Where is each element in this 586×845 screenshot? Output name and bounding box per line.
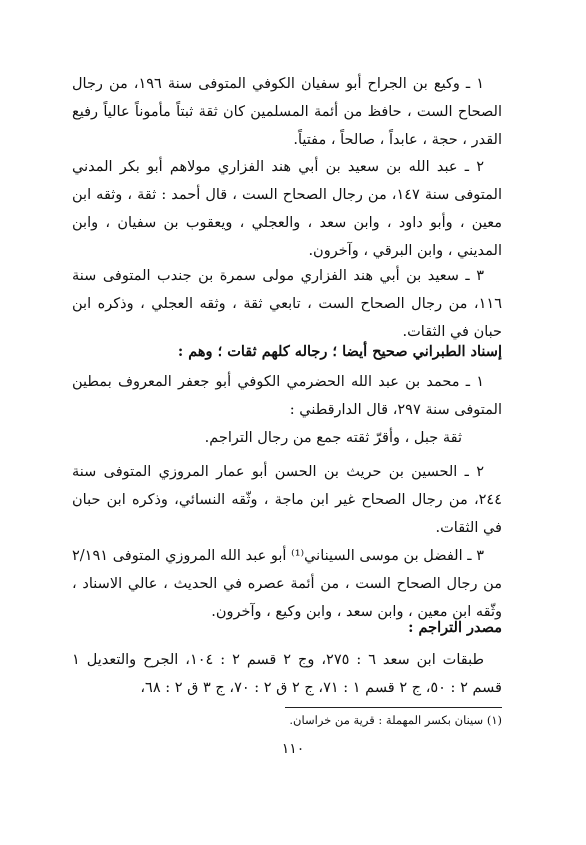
entry-muhammad-al-hadrami-quote: ثقة جبل ، وأقرّ ثقته جمع من رجال التراجم. bbox=[204, 430, 462, 446]
footnote: (١) سينان بكسر المهملة : قرية من خراسان. bbox=[289, 713, 502, 727]
entry-said-ibn-abi-hind: ٣ ـ سعيد بن أبي هند الفزاري مولى سمرة بن جندب المتوفى سنة ١١٦، من رجال الصحاح الست ، تابعي ثقة ، وثقه العجلي ، وذكره ابن حبان في الثقات. bbox=[72, 268, 502, 340]
page-number: ١١٠ bbox=[281, 741, 305, 757]
entry-fadl-ibn-musa: ٣ ـ الفضل بن موسى السيناني⁽¹⁾ أبو عبد الله المروزي المتوفى ٢/١٩١ من رجال الصحاح الست ، من أئمة عصره في الحديث ، عالي الاسناد ، وثّقه ابن معين ، وابن سعد ، وابن وكيع ، وآخرون. bbox=[72, 548, 502, 620]
section-heading-sources: مصدر التراجم : bbox=[408, 619, 502, 636]
entry-muhammad-al-hadrami: ١ ـ محمد بن عبد الله الحضرمي الكوفي أبو جعفر المعروف بمطين المتوفى سنة ٢٩٧، قال الدارقطني : bbox=[72, 374, 502, 418]
entry-abdullah-ibn-said: ٢ ـ عبد الله بن سعيد بن أبي هند الفزاري مولاهم أبو بكر المدني المتوفى سنة ١٤٧، من رجال الصحاح الست ، قال أحمد : ثقة ، وثقه ابن معين ، وأبو داود ، وابن سعد ، والعجلي ، ويعقوب بن سفيان ، وابن المديني ، وابن البرقي ، وآخرون. bbox=[72, 159, 503, 259]
entry-sources-list: طبقات ابن سعد ٦ : ٢٧٥، وج ٢ قسم ٢ : ١٠٤، الجرح والتعديل ١ قسم ٢ : ٥٠، ج ٢ قسم ١ : ٧١، ج ٢ ق ٢ : ٧٠، ج ٣ ق ٢ : ٦٨، bbox=[72, 652, 502, 696]
entry-husayn-ibn-hurayth: ٢ ـ الحسين بن حريث بن الحسن أبو عمار المروزي المتوفى سنة ٢٤٤، من رجال الصحاح غير ابن ماجة ، وثّقه النسائي، وذكره ابن حبان في الثقات. bbox=[72, 464, 502, 536]
entry-waki-ibn-al-jarrah: ١ ـ وكيع بن الجراح أبو سفيان الكوفي المتوفى سنة ١٩٦، من رجال الصحاح الست ، حافظ من أئمة المسلمين كان ثقة ثبتاً مأموناً عالياً رفيع القدر ، حجة ، عابداً ، صالحاً ، مفتياً. bbox=[72, 76, 502, 148]
footnote-divider bbox=[285, 707, 502, 708]
section-heading-tabarani-isnad: إسناد الطبراني صحيح أيضا ؛ رجاله كلهم ثقات ؛ وهم : bbox=[177, 343, 502, 360]
